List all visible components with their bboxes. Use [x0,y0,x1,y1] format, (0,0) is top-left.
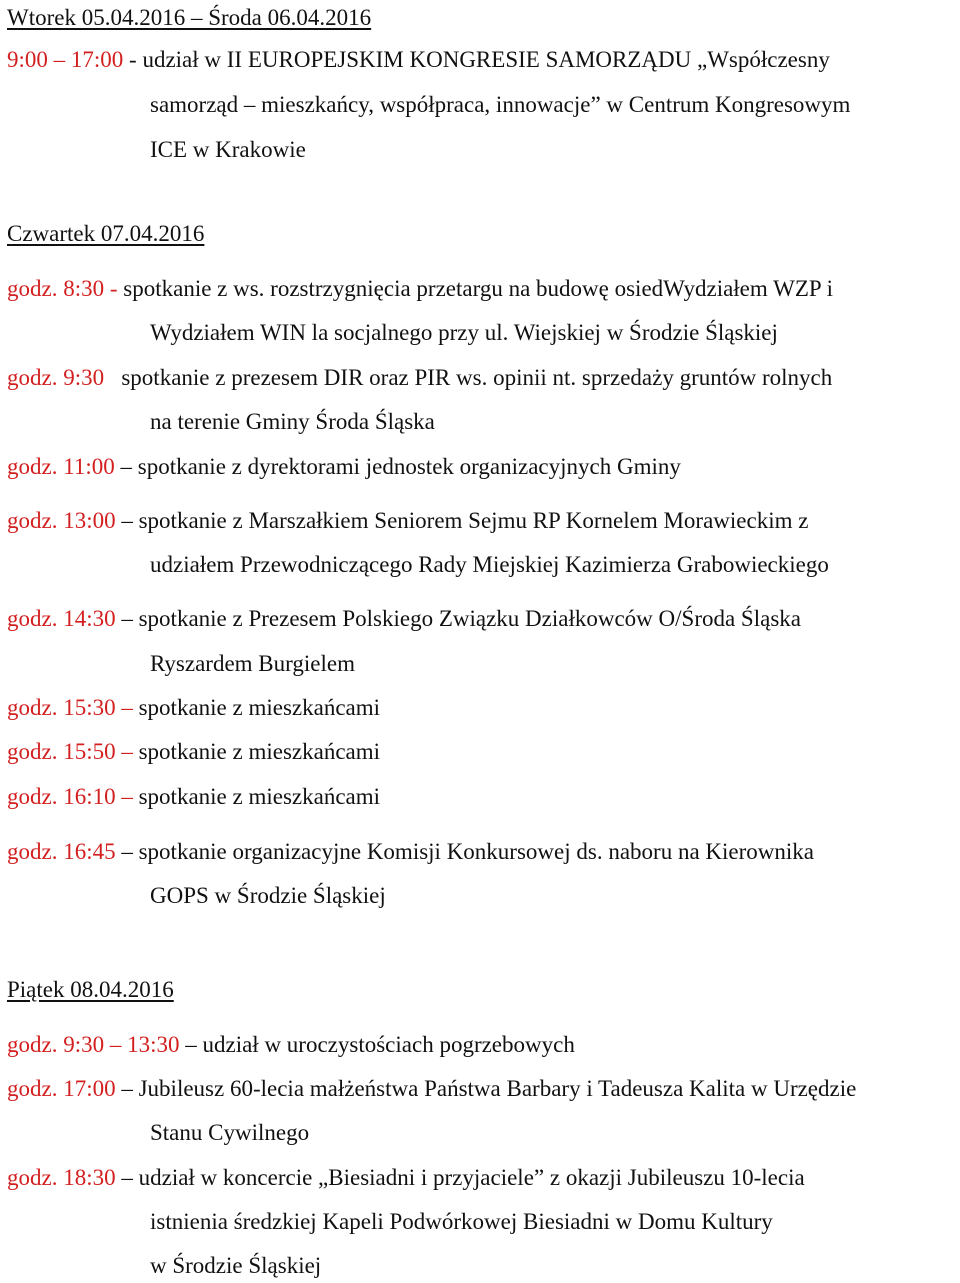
event-separator: – [115,839,139,864]
event-continuation: ICE w Krakowie [150,137,306,162]
day-header: Wtorek 05.04.2016 – Środa 06.04.2016 [7,5,372,30]
event-line [7,1163,805,1193]
event-continuation: Stanu Cywilnego [150,1120,310,1145]
event-separator: – [114,454,138,479]
event-continuation: na terenie Gminy Środa Śląska [150,409,435,434]
event-text: spotkanie z prezesem DIR oraz PIR ws. opinii nt. sprzedaży gruntów rolnych [121,365,833,390]
event-separator: – [115,1076,139,1101]
event-continuation: samorząd – mieszkańcy, współpraca, innowacje” w Centrum Kongresowym [150,92,851,117]
event-time: godz. 16:10 – [7,784,133,809]
event-text: udział w II EUROPEJSKIM KONGRESIE SAMORZĄDU „Współczesny [142,47,830,72]
event-time: godz. 9:30 – 13:30 [7,1032,180,1057]
event-time: godz. 13:00 [7,508,116,533]
event-separator: – [115,1165,139,1190]
event-continuation: w Środzie Śląskiej [150,1253,322,1278]
event-time: godz. 17:00 [7,1076,116,1101]
event-continuation: Ryszardem Burgielem [150,651,355,676]
event-line [7,693,380,723]
event-text: spotkanie organizacyjne Komisji Konkursowej ds. naboru na Kierownika [138,839,814,864]
event-text: spotkanie z Marszałkiem Seniorem Sejmu RP Kornelem Morawieckim z [138,508,809,533]
event-time: godz. 16:45 [7,839,116,864]
event-text: spotkanie z Prezesem Polskiego Związku Działkowców O/Środa Śląska [138,606,801,631]
event-line [7,1030,575,1060]
event-time: godz. 14:30 [7,606,116,631]
event-time: godz. 8:30 - [7,276,118,301]
event-separator: – [179,1032,203,1057]
event-continuation: GOPS w Środzie Śląskiej [150,883,386,908]
event-separator: – [115,606,139,631]
event-text: spotkanie z mieszkańcami [138,784,381,809]
event-time: godz. 15:50 – [7,739,133,764]
event-time: godz. 9:30 [7,365,105,390]
event-text: spotkanie z ws. rozstrzygnięcia przetargu na budowę osiedWydziałem WZP i [123,276,833,301]
event-line [7,274,833,304]
event-text: udział w uroczystościach pogrzebowych [202,1032,575,1057]
event-time: godz. 11:00 [7,454,115,479]
day-header: Piątek 08.04.2016 [7,977,174,1002]
event-line [7,506,808,536]
day-header: Czwartek 07.04.2016 [7,221,205,246]
event-text: spotkanie z mieszkańcami [138,739,381,764]
event-line [7,452,681,482]
event-separator [104,365,121,390]
event-text: spotkanie z mieszkańcami [138,695,381,720]
event-text: Jubileusz 60-lecia małżeństwa Państwa Barbary i Tadeusza Kalita w Urzędzie [138,1076,857,1101]
event-continuation: istnienia średzkiej Kapeli Podwórkowej Biesiadni w Domu Kultury [150,1209,773,1234]
event-separator: - [123,47,143,72]
event-time: godz. 18:30 [7,1165,116,1190]
event-line [7,604,801,634]
event-text: udział w koncercie „Biesiadni i przyjaciele” z okazji Jubileuszu 10-lecia [138,1165,805,1190]
event-line [7,837,814,867]
event-time: godz. 15:30 – [7,695,133,720]
event-time: 9:00 – 17:00 [7,47,124,72]
event-line [7,363,832,393]
event-line [7,45,830,75]
event-line [7,1074,856,1104]
event-line [7,737,380,767]
event-separator: – [115,508,139,533]
event-continuation: udziałem Przewodniczącego Rady Miejskiej Kazimierza Grabowieckiego [150,552,829,577]
event-line [7,782,380,812]
event-text: spotkanie z dyrektorami jednostek organizacyjnych Gminy [137,454,681,479]
event-continuation: Wydziałem WIN la socjalnego przy ul. Wiejskiej w Środzie Śląskiej [150,320,778,345]
